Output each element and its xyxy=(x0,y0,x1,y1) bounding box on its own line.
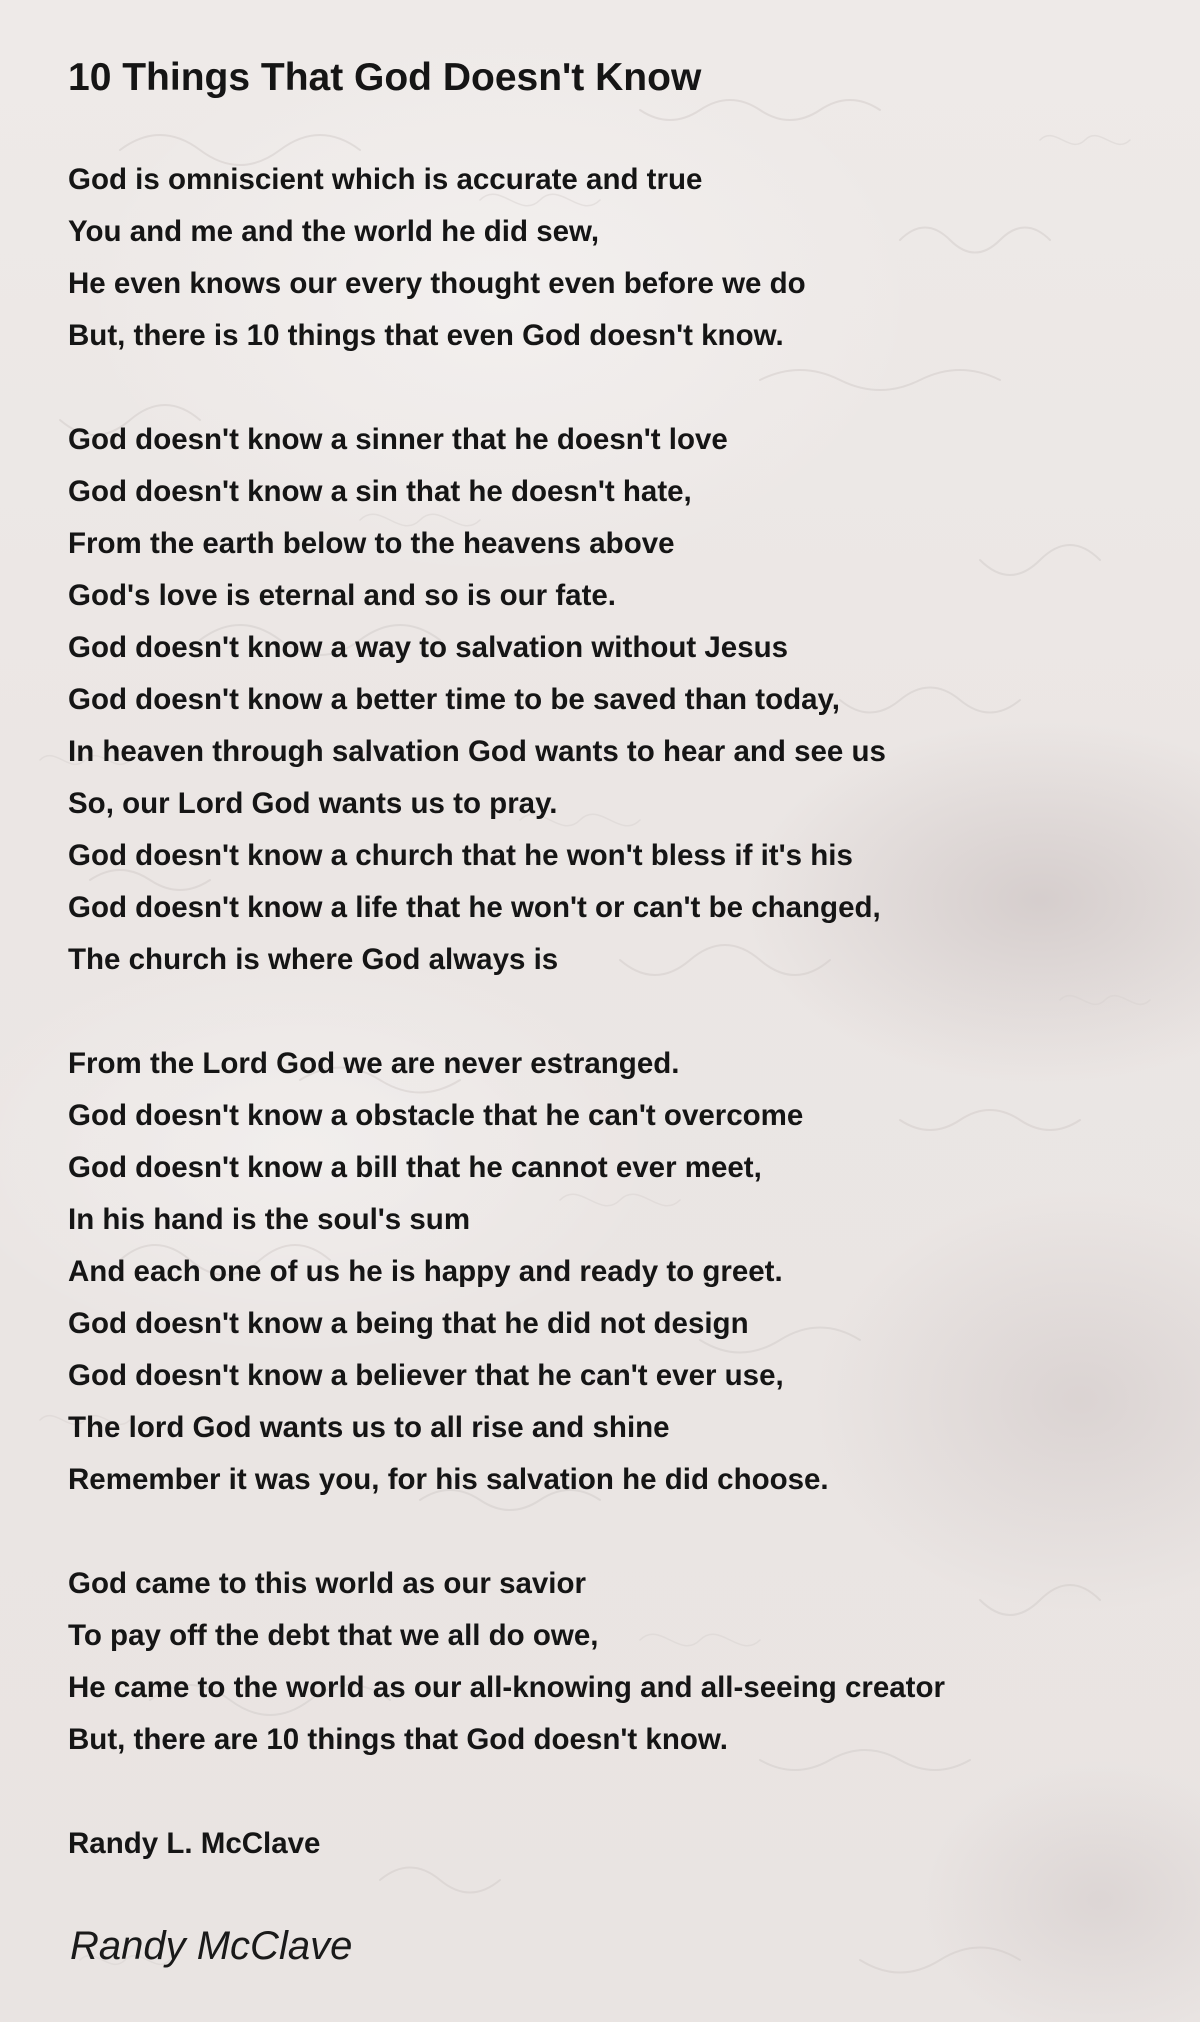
poem-line: God came to this world as our savior xyxy=(68,1567,587,1600)
poem-line: To pay off the debt that we all do owe, xyxy=(68,1619,599,1652)
poem-line: God doesn't know a sin that he doesn't hate, xyxy=(68,475,692,508)
stanza-3 xyxy=(68,1038,1148,1506)
poem-line: God doesn't know a obstacle that he can't overcome xyxy=(68,1099,804,1132)
poem-line: In heaven through salvation God wants to hear and see us xyxy=(68,735,886,768)
poem-line: But, there is 10 things that even God doesn't know. xyxy=(68,319,784,352)
author-signature: Randy McClave xyxy=(70,1924,353,1968)
poem-line: God doesn't know a life that he won't or can't be changed, xyxy=(68,891,881,924)
stanza-4 xyxy=(68,1558,1148,1766)
poem-line: From the earth below to the heavens above xyxy=(68,527,675,560)
poem-line: The lord God wants us to all rise and shine xyxy=(68,1411,670,1444)
poem-line: From the Lord God we are never estranged. xyxy=(68,1047,680,1080)
poem-line: God doesn't know a better time to be saved than today, xyxy=(68,683,840,716)
poem-line: He came to the world as our all-knowing and all-seeing creator xyxy=(68,1671,946,1704)
poem-title: 10 Things That God Doesn't Know xyxy=(68,56,702,99)
poem-line: God doesn't know a church that he won't bless if it's his xyxy=(68,839,853,872)
poem-line: You and me and the world he did sew, xyxy=(68,215,600,248)
poem-line: God doesn't know a bill that he cannot ever meet, xyxy=(68,1151,762,1184)
poem-line: And each one of us he is happy and ready to greet. xyxy=(68,1255,783,1288)
poem-line: He even knows our every thought even before we do xyxy=(68,267,806,300)
poem-line: God's love is eternal and so is our fate. xyxy=(68,579,616,612)
poem-line: God is omniscient which is accurate and true xyxy=(68,163,703,196)
poem-line: But, there are 10 things that God doesn't know. xyxy=(68,1723,728,1756)
poem-container xyxy=(68,48,1148,1870)
poem-line: In his hand is the soul's sum xyxy=(68,1203,471,1236)
poem-line: The church is where God always is xyxy=(68,943,559,976)
stanza-1 xyxy=(68,154,1148,362)
poem-line: God doesn't know a believer that he can't ever use, xyxy=(68,1359,784,1392)
poem-line: God doesn't know a sinner that he doesn't love xyxy=(68,423,728,456)
poem-line: God doesn't know a way to salvation without Jesus xyxy=(68,631,789,664)
author-name: Randy L. McClave xyxy=(68,1827,321,1860)
stanza-2 xyxy=(68,414,1148,986)
poem-line: So, our Lord God wants us to pray. xyxy=(68,787,558,820)
poem-line: Remember it was you, for his salvation he did choose. xyxy=(68,1463,829,1496)
poem-line: God doesn't know a being that he did not design xyxy=(68,1307,749,1340)
